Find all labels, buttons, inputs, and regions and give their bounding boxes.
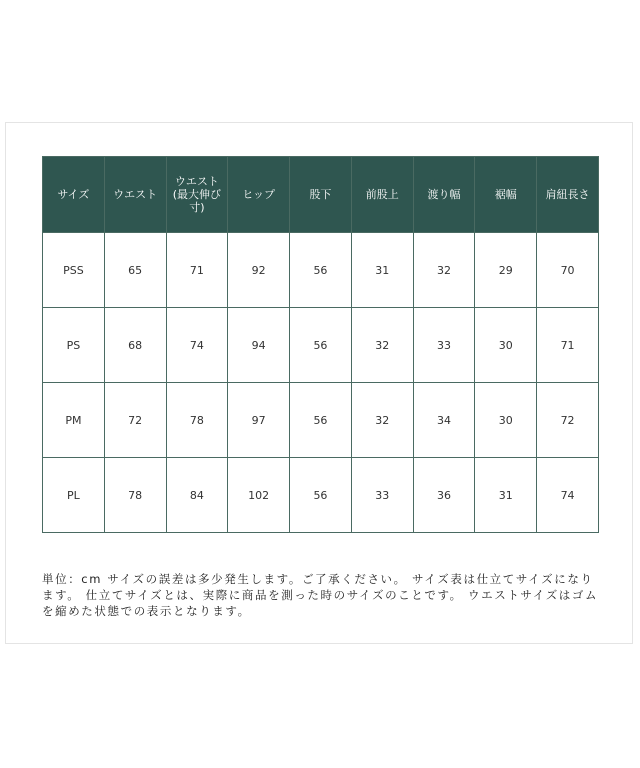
table-cell: 33	[351, 458, 413, 533]
table-cell: 71	[537, 308, 599, 383]
table-cell: 84	[166, 458, 228, 533]
table-cell: 78	[166, 383, 228, 458]
table-cell: 94	[228, 308, 290, 383]
table-cell: 32	[413, 233, 475, 308]
table-cell: 32	[351, 308, 413, 383]
table-cell: 29	[475, 233, 537, 308]
table-row	[43, 383, 599, 458]
header-hip: ヒップ	[228, 157, 290, 233]
header-row	[43, 157, 599, 233]
size-table	[42, 156, 599, 533]
table-cell: 78	[104, 458, 166, 533]
table-row	[43, 458, 599, 533]
table-cell: 72	[104, 383, 166, 458]
header-waist: ウエスト	[104, 157, 166, 233]
table-cell: 56	[290, 383, 352, 458]
header-size: サイズ	[43, 157, 105, 233]
table-cell: 56	[290, 233, 352, 308]
size-table-header	[43, 157, 599, 233]
table-cell: 92	[228, 233, 290, 308]
size-note: 単位：cm サイズの誤差は多少発生します。ご了承ください。 サイズ表は仕立てサイズになります。 仕立てサイズとは、実際に商品を測った時のサイズのことです。 ウエストサイズはゴムを縮めた状態での表示となります。	[42, 572, 599, 618]
header-front-rise: 前股上	[351, 157, 413, 233]
table-row	[43, 308, 599, 383]
table-cell: PL	[43, 458, 105, 533]
table-cell: 102	[228, 458, 290, 533]
table-cell: PM	[43, 383, 105, 458]
header-thigh-width: 渡り幅	[413, 157, 475, 233]
header-hem-width: 裾幅	[475, 157, 537, 233]
table-cell: 74	[166, 308, 228, 383]
table-cell: PS	[43, 308, 105, 383]
table-cell: 65	[104, 233, 166, 308]
table-cell: 56	[290, 308, 352, 383]
size-chart-card	[5, 122, 633, 644]
table-cell: 31	[475, 458, 537, 533]
table-cell: 36	[413, 458, 475, 533]
table-cell: 34	[413, 383, 475, 458]
table-cell: 31	[351, 233, 413, 308]
table-cell: 74	[537, 458, 599, 533]
size-table-body	[43, 233, 599, 533]
table-cell: 32	[351, 383, 413, 458]
table-cell: 97	[228, 383, 290, 458]
header-strap-length: 肩紐長さ	[537, 157, 599, 233]
table-cell: 70	[537, 233, 599, 308]
table-cell: 68	[104, 308, 166, 383]
header-inseam: 股下	[290, 157, 352, 233]
header-waist-max-stretch: ウエスト(最大伸び寸)	[166, 157, 228, 233]
table-cell: PSS	[43, 233, 105, 308]
table-cell: 30	[475, 383, 537, 458]
table-row	[43, 233, 599, 308]
table-cell: 30	[475, 308, 537, 383]
table-cell: 56	[290, 458, 352, 533]
table-cell: 72	[537, 383, 599, 458]
table-cell: 71	[166, 233, 228, 308]
table-cell: 33	[413, 308, 475, 383]
